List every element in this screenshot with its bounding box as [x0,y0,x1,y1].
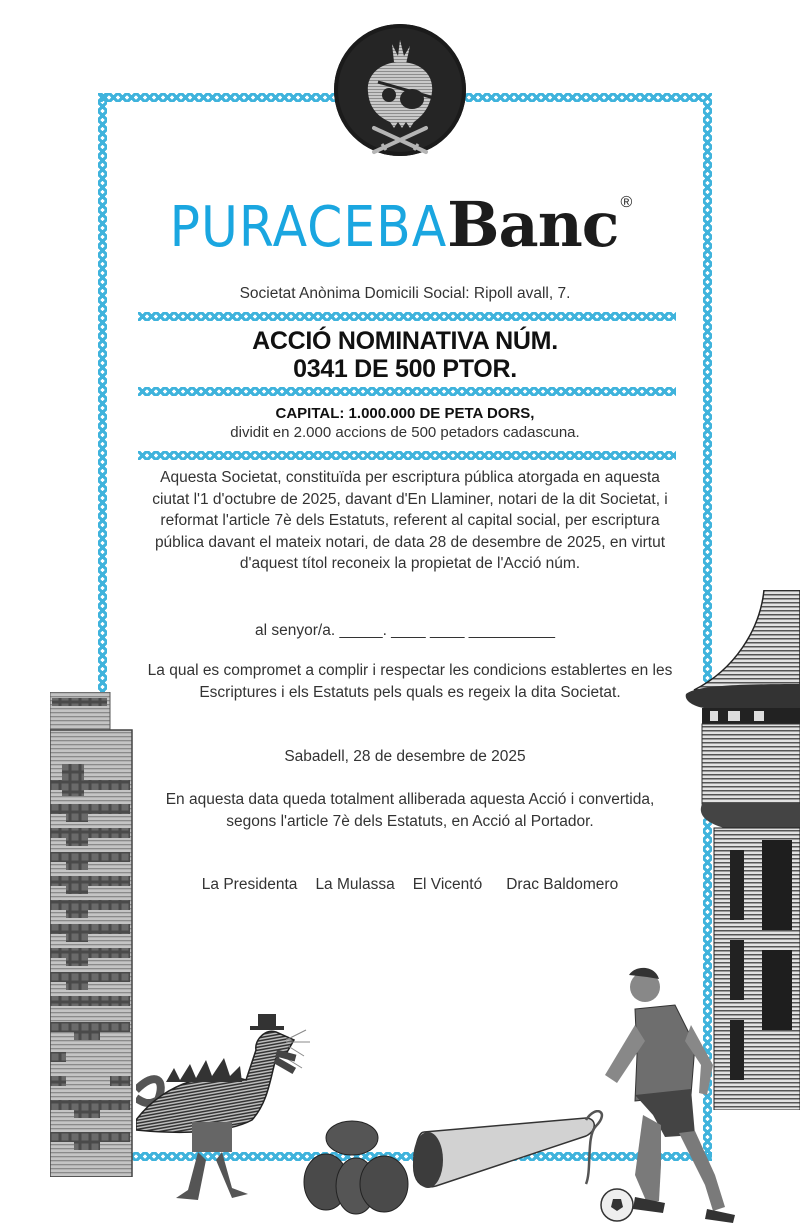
share-title [110,327,700,383]
coins-illustration [300,1120,415,1220]
signers-row [140,876,680,894]
capital-detail: dividit en 2.000 accions de 500 petadors cadascuna. [230,424,580,441]
place-date: Sabadell, 28 de desembre de 2025 [284,748,526,765]
holder-line: al senyor/a. _____. ____ ____ __________ [255,622,555,639]
share-title-line2: 0341 DE 500 PTOR. [293,355,517,383]
logo-banc: Banc [447,188,619,261]
separator-3 [138,451,676,460]
constitution-paragraph: Aquesta Societat, constituïda per escriptura pública atorgada en aquesta ciutat l'1 d'octubre de 2025, davant d'En Llaminer, notari de la dit Societat, i reformat l'article 7è dels Estatuts, referent al capital social, per escriptura pública davant el mateix notari, de data 28 de desembre de 2025, en virtut d'aquest títol reconeix la propietat de l'Acció núm. [152,469,668,572]
sausage-illustration [410,1110,610,1190]
signer-mulassa: La Mulassa [315,876,395,893]
signer-vicento: El Vicentó [412,876,483,893]
football-player-illustration [595,965,755,1227]
capital-heading: CAPITAL: 1.000.000 DE PETA DORS, [275,405,535,422]
separator-1 [138,312,676,321]
company-subtitle: Societat Anònima Domicili Social: Ripoll avall, 7. [239,285,571,302]
onion-pirate-skull-crossed-swords-icon [334,24,466,156]
dragon-illustration [136,1010,316,1215]
share-title-line1: ACCIÓ NOMINATIVA NÚM. [252,327,558,355]
separator-2 [138,387,676,396]
signer-presidenta: La Presidenta [201,876,298,893]
commitment-paragraph: La qual es compromet a complir i respectar les condicions establertes en les Escriptures i els Estatuts pels quals es regeix la dita Societat. [147,662,673,701]
bank-logo [0,188,800,261]
registered-mark: ® [620,194,633,211]
logo-puraceba: PURACEBA [169,195,448,260]
capital-block [110,404,700,442]
seal-logo [334,24,466,156]
signer-drac-baldomero: Drac Baldomero [506,876,619,893]
release-paragraph: En aquesta data queda totalment alliberada aquesta Acció i convertida, segons l'article 7è dels Estatuts, en Acció al Portador. [165,791,655,830]
